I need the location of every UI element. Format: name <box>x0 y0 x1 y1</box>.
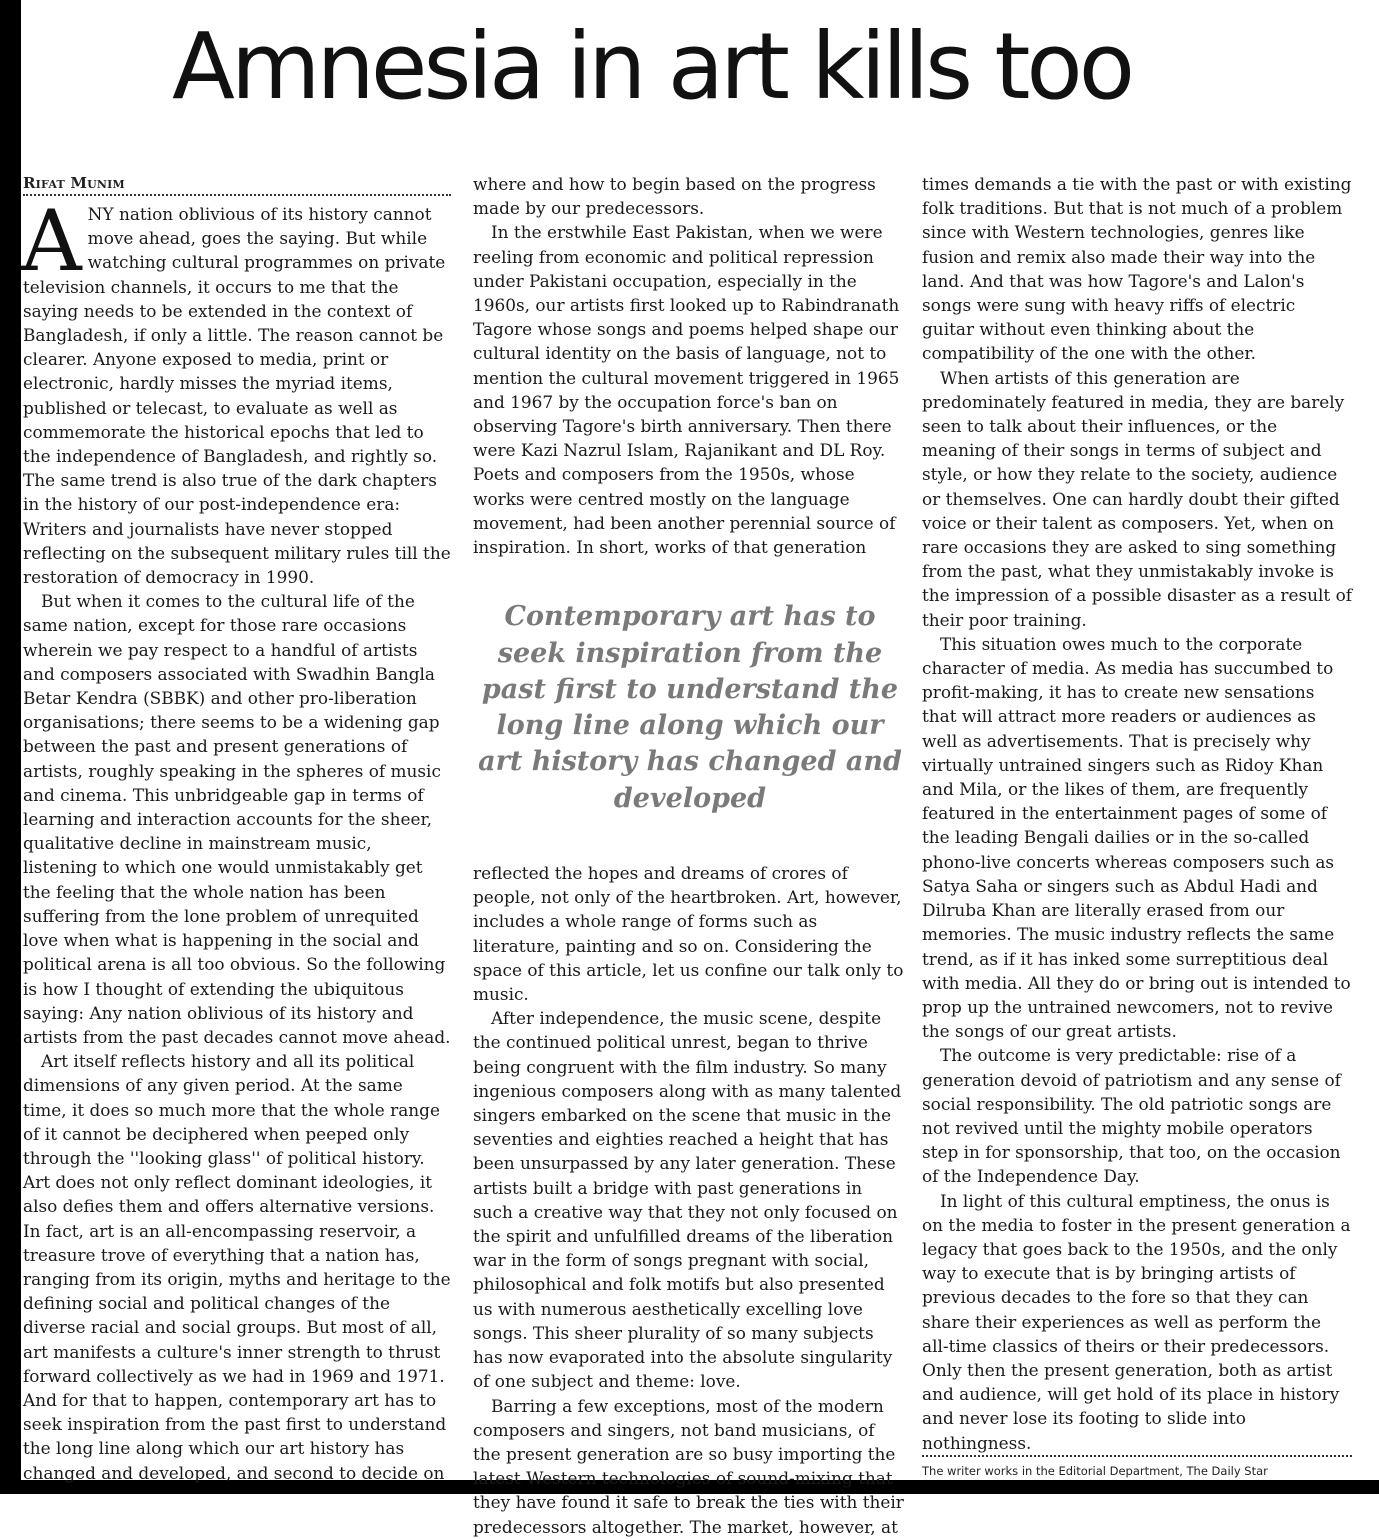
paragraph: times demands a tie with the past or with existing folk traditions. But that is not much of a problem since with Western technologies, genres like fusion and remix also made their way into the land. And that was how Tagore's and Lalon's songs were sung with heavy riffs of electric guitar without even thinking about the compatibility of the one with the other. <box>922 174 1352 364</box>
paragraph: In light of this cultural emptiness, the onus is on the media to foster in the present generation a legacy that goes back to the 1950s, and the only way to execute that is by bringing artists of previous decades to the fore so that they can share their experiences as well as perform the all-time classics of theirs or their predecessors. Only then the present generation, both as artist and audience, will get hold of its place in history and never lose its footing to slide into nothingness. <box>922 1189 1352 1457</box>
paragraph: When artists of this generation are predominately featured in media, they are barely seen to talk about their influences, or the meaning of their songs in terms of subject and style, or how they relate to the society, audience or themselves. One can hardly doubt their gifted voice or their talent as composers. Yet, when on rare occasions they are asked to sing something from the past, what they unmistakably invoke is the impression of a possible disaster as a result of their poor training. <box>922 367 1353 630</box>
column-2 <box>473 172 907 1539</box>
left-edge-bar <box>0 0 21 1494</box>
paragraph: In the erstwhile East Pakistan, when we were reeling from economic and political repression under Pakistani occupation, especially in the 1960s, our artists first looked up to Rabindranath Tagore whose songs and poems helped shape our cultural identity on the basis of language, not to mention the cultural movement triggered in 1965 and 1967 by the occupation force's ban on observing Tagore's birth anniversary. Then there were Kazi Nazrul Islam, Rajanikant and DL Roy. Poets and composers from the 1950s, whose works were centred mostly on the language movement, had been another perennial source of inspiration. In short, works of that generation <box>473 222 900 558</box>
paragraph: reflected the hopes and dreams of crores of people, not only of the heartbroken. Art, however, includes a whole range of forms such as literature, painting and so on. Considering the space of this article, let us confine our talk only to music. <box>473 863 904 1005</box>
column-1 <box>23 172 451 1485</box>
paragraph: But when it comes to the cultural life of the same nation, except for those rare occasions wherein we pay respect to a handful of artists and composers associated with Swadhin Bangla Betar Kendra (SBBK) and other pro-liberation organisations; there seems to be a widening gap between the past and present generations of artists, roughly speaking in the spheres of music and cinema. This unbridgeable gap in terms of learning and interaction accounts for the sheer, qualitative decline in mainstream music, listening to which one would unmistakably get the feeling that the whole nation has been suffering from the lone problem of unrequited love when what is happening in the social and political arena is all too obvious. So the following is how I thought of extending the ubiquitous saying: Any nation oblivious of its history and artists from the past decades cannot move ahead. <box>23 591 451 1047</box>
paragraph: ANY nation oblivious of its history cannot move ahead, goes the saying. But while watching cultural programmes on private television channels, it occurs to me that the saying needs to be extended in the context of Bangladesh, if only a little. The reason cannot be clearer. Anyone exposed to media, print or electronic, hardly misses the myriad items, published or telecast, to evaluate as well as commemorate the historical epochs that led to the independence of Bangladesh, and rightly so. The same trend is also true of the dark chapters in the history of our post-independence era: Writers and journalists have never stopped reflecting on the subsequent military rules till the restoration of democracy in 1990. <box>21 192 451 588</box>
paragraph: Art itself reflects history and all its political dimensions of any given period. At the same time, it does so much more that the whole range of it cannot be deciphered when peeped only through the ''looking glass'' of political history. Art does not only reflect dominant ideologies, it also defies them and offers alternative versions. In fact, art is an all-encompassing reservoir, a treasure trove of everything that a nation has, ranging from its origin, myths and heritage to the defining social and political changes of the diverse racial and social groups. But most of all, art manifests a culture's inner strength to thrust forward collectively as we had in 1969 and 1971. And for that to happen, contemporary art has to seek inspiration from the past first to understand the long line along which our art history has changed and developed, and second to decide on <box>23 1051 451 1483</box>
headline: Amnesia in art kills too <box>172 13 1131 120</box>
author-note: The writer works in the Editorial Department, The Daily Star <box>922 1463 1268 1478</box>
paragraph: Barring a few exceptions, most of the modern composers and singers, not band musicians, of the present generation are so busy importing the latest Western technologies of sound-mixing that they have found it safe to break the ties with their predecessors altogether. The market, however, at <box>473 1395 904 1537</box>
drop-cap: A <box>21 192 82 290</box>
paragraph: After independence, the music scene, despite the continued political unrest, began to thrive being congruent with the film industry. So many ingenious composers along with as many talented singers embarked on the scene that music in the seventies and eighties reached a height that has been unsurpassed by any later generation. These artists built a bridge with past generations in such a creative way that they not only focused on the spirit and unfulfilled dreams of the liberation war in the form of songs pregnant with social, philosophical and folk motifs but also presented us with numerous aesthetically excelling love songs. This sheer plurality of so many subjects has now evaporated into the absolute singularity of one subject and theme: love. <box>473 1008 902 1392</box>
column-3 <box>922 172 1352 1479</box>
paragraph: The outcome is very predictable: rise of a generation devoid of patriotism and any sense of social responsibility. The old patriotic songs are not revived until the mighty mobile operators step in for sponsorship, that too, on the occasion of the Independence Day. <box>922 1045 1341 1187</box>
paragraph: where and how to begin based on the progress made by our predecessors. <box>473 174 876 219</box>
pull-quote: Contemporary art has to seek inspiration from the past first to understand the long line along which our art history has changed and developed <box>478 601 902 814</box>
byline: Rifat Munim <box>23 172 451 196</box>
paragraph: This situation owes much to the corporate character of media. As media has succumbed to profit-making, it has to create new sensations that will attract more readers or audiences as well as advertisements. That is precisely why virtually untrained singers such as Ridoy Khan and Mila, or the likes of them, are frequently featured in the entertainment pages of some of the leading Bengali dailies or in the so-called phono-live concerts whereas composers such as Satya Saha or singers such as Abdul Hadi and Dilruba Khan are literally erased from our memories. The music industry reflects the same trend, as if it has inked some surreptitious deal with media. All they do or bring out is intended to prop up the untrained newcomers, not to revive the songs of our great artists. <box>922 633 1351 1042</box>
